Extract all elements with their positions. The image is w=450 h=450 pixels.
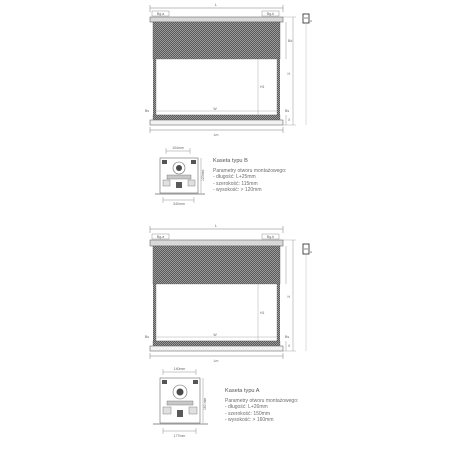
- bottom-dim-Bs-left-label: Bs: [144, 335, 149, 339]
- top-dim-Bs-right-label: Bs: [285, 109, 290, 113]
- cassette-b-section-drawing: [155, 146, 205, 206]
- bottom-screen-drawing: [145, 223, 312, 363]
- top-side-label: H: [310, 19, 313, 23]
- bottom-screen-black-drop: [153, 246, 280, 284]
- top-dim-W-label: W: [213, 107, 217, 111]
- cassette-a-params-heading: Parametry otworu montażowego:: [225, 398, 299, 405]
- cassette-b-dim-top: 104mm: [172, 146, 184, 150]
- top-left-bracket-label: Bg-a: [156, 12, 165, 16]
- cassette-b-dim-side: 120mm: [201, 169, 205, 181]
- top-dim-L-label: L: [214, 2, 218, 7]
- cassette-b-param-width: - szerokość: 115mm: [213, 180, 258, 187]
- top-right-bracket-label: Bg-b: [266, 12, 275, 16]
- bottom-dim-H-label: H: [287, 295, 290, 299]
- top-dim-X-label: X: [288, 118, 291, 122]
- bottom-screen-housing: [150, 240, 283, 246]
- cassette-a-param-height: - wysokość: > 160mm: [225, 416, 274, 423]
- cassette-a-param-length: - długość: L+26mm: [225, 404, 268, 411]
- bottom-dim-L-label: L: [214, 223, 218, 228]
- cassette-a-dim-side: 160 mm: [203, 397, 207, 410]
- bottom-side-label: H: [310, 250, 313, 254]
- cassette-a-dim-top: 140mm: [173, 367, 186, 371]
- cassette-b-notes: [213, 158, 286, 193]
- cassette-b-param-length: - długość: L+25mm: [213, 174, 256, 181]
- bottom-dim-W-label: W: [213, 333, 217, 337]
- top-screen-black-drop: [153, 22, 280, 59]
- cassette-a-notes: [225, 388, 298, 423]
- top-screen-bottom-bar: [150, 120, 283, 125]
- bottom-dim-h-label: H1: [260, 311, 265, 315]
- cassette-b-param-height: - wysokość: > 120mm: [213, 186, 262, 193]
- top-dim-h-label: H1: [260, 85, 265, 89]
- bottom-screen-bottom-bar: [150, 346, 283, 351]
- top-dim-drop-label: Bd: [288, 39, 293, 43]
- bottom-left-bracket-label: Bg-a: [156, 235, 165, 239]
- cassette-a-section-drawing: [153, 367, 208, 438]
- cassette-a-dim-bottom: 177mm: [173, 434, 186, 438]
- top-side-profile: [303, 14, 309, 23]
- bottom-dim-X-label: X: [288, 344, 291, 348]
- bottom-right-bracket-label: Bg-b: [266, 235, 275, 239]
- cassette-b-dim-bottom: 340mm: [173, 202, 185, 206]
- cassette-b-params-heading: Parametry otworu montażowego:: [213, 168, 287, 175]
- top-screen-drawing: [145, 2, 312, 137]
- cassette-b-title: Kaseta typu B: [213, 158, 248, 164]
- bottom-dim-Lm-label: Lm: [213, 359, 219, 363]
- bottom-dim-Bs-right-label: Bs: [285, 335, 290, 339]
- top-dim-Bs-left-label: Bs: [144, 109, 149, 113]
- top-dim-H-label: H: [287, 72, 290, 76]
- top-dim-Lm-label: Lm: [213, 133, 219, 137]
- top-screen-housing: [150, 17, 283, 22]
- cassette-a-title: Kaseta typu A: [225, 388, 260, 394]
- cassette-a-param-width: - szerokość: 150mm: [225, 410, 271, 417]
